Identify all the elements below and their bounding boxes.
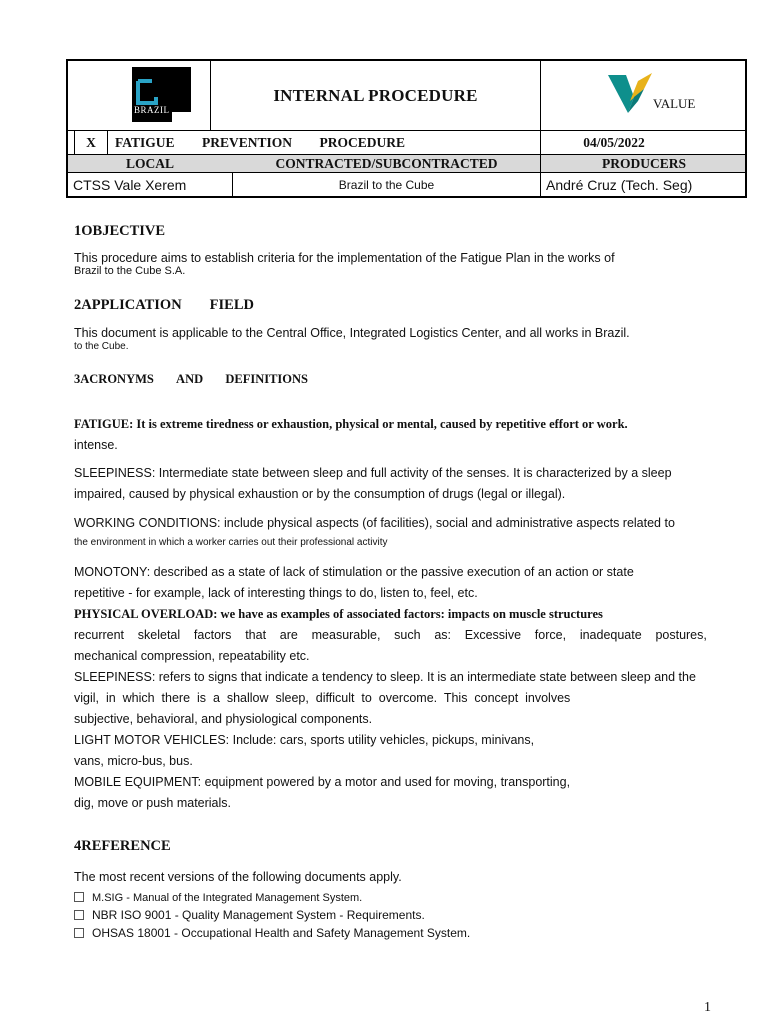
word: are	[279, 628, 298, 642]
definition-physical-overload	[74, 628, 707, 642]
definition-mobile-equipment: dig, move or push materials.	[74, 796, 232, 810]
page-number: 1	[704, 1000, 711, 1015]
section-title-acronyms	[74, 372, 308, 387]
section-title-word: 2APPLICATION	[74, 297, 182, 313]
procedure-mark: X	[86, 134, 96, 150]
definition-sleepiness-2: SLEEPINESS: refers to signs that indicate a tendency to sleep. It is an intermediate state between sleep and the	[74, 670, 696, 684]
definition-light-motor-vehicles: LIGHT MOTOR VEHICLES: Include: cars, sports utility vehicles, pickups, minivans,	[74, 733, 535, 747]
application-text: This document is applicable to the Central Office, Integrated Logistics Center, and all works in Brazil.	[74, 326, 630, 340]
producers-value: André Cruz (Tech. Seg)	[546, 177, 693, 193]
brazil-logo-text: BRAZIL	[134, 105, 170, 115]
word: postures,	[655, 628, 707, 642]
definition-working-conditions: WORKING CONDITIONS: include physical aspects (of facilities), social and administrative aspects related to	[74, 516, 675, 530]
definition-light-motor-vehicles: vans, micro-bus, bus.	[74, 754, 193, 768]
header-divider	[540, 61, 541, 198]
value-logo-icon	[608, 71, 656, 115]
checkbox-icon	[74, 928, 84, 938]
word: measurable,	[311, 628, 381, 642]
contracted-value: Brazil to the Cube	[338, 178, 435, 192]
definition-sleepiness: impaired, caused by physical exhaustion or by the consumption of drugs (legal or illegal).	[74, 487, 566, 501]
reference-item	[74, 892, 362, 904]
definition-fatigue: FATIGUE: It is extreme tiredness or exhaustion, physical or mental, caused by repetitive effort or work.	[74, 417, 628, 431]
document-title: INTERNAL PROCEDURE	[273, 85, 478, 105]
section-title-application	[74, 297, 254, 314]
word: that	[245, 628, 267, 642]
definition-sleepiness-2: subjective, behavioral, and physiological components.	[74, 712, 373, 726]
procedure-date: 04/05/2022	[583, 134, 645, 150]
word: inadequate	[579, 628, 642, 642]
reference-item	[74, 908, 425, 922]
reference-item	[74, 926, 470, 940]
definition-sleepiness-2: vigil, in which there is a shallow sleep, difficult to overcome. This concept involves	[74, 691, 571, 705]
reference-item-text: M.SIG - Manual of the Integrated Management System.	[92, 892, 363, 904]
word: factors	[193, 628, 232, 642]
objective-text: Brazil to the Cube S.A.	[74, 265, 186, 277]
reference-item-text: NBR ISO 9001 - Quality Management System - Requirements.	[92, 908, 425, 922]
checkbox-icon	[74, 910, 84, 920]
section-title-word: 3ACRONYMS	[74, 372, 154, 386]
definition-working-conditions: the environment in which a worker carries out their professional activity	[74, 537, 388, 548]
column-header-contracted: CONTRACTED/SUBCONTRACTED	[275, 155, 498, 171]
section-title-reference: 4REFERENCE	[74, 838, 171, 854]
word: Excessive	[464, 628, 522, 642]
section-title-objective: 1OBJECTIVE	[74, 223, 166, 239]
header-divider	[107, 130, 108, 155]
reference-item-text: OHSAS 18001 - Occupational Health and Safety Management System.	[92, 926, 471, 940]
word: recurrent	[74, 628, 125, 642]
definition-fatigue: intense.	[74, 438, 118, 452]
word: force,	[534, 628, 567, 642]
header-table	[66, 59, 747, 198]
definition-physical-overload: mechanical compression, repeatability etc.	[74, 649, 310, 663]
section-title-word: FIELD	[209, 297, 254, 313]
local-value: CTSS Vale Xerem	[73, 177, 187, 193]
definition-sleepiness: SLEEPINESS: Intermediate state between sleep and full activity of the senses. It is characterized by a sleep	[74, 466, 672, 480]
value-logo-text: VALUE	[653, 96, 696, 111]
procedure-word: PROCEDURE	[319, 134, 405, 150]
definition-physical-overload: PHYSICAL OVERLOAD: we have as examples of associated factors: impacts on muscle structures	[74, 607, 603, 621]
procedure-word: FATIGUE	[115, 134, 175, 150]
column-header-local: LOCAL	[125, 155, 174, 171]
reference-intro: The most recent versions of the following documents apply.	[74, 870, 402, 884]
checkbox-icon	[74, 892, 84, 902]
definition-mobile-equipment: MOBILE EQUIPMENT: equipment powered by a motor and used for moving, transporting,	[74, 775, 571, 789]
definition-monotony: repetitive - for example, lack of interesting things to do, listen to, feel, etc.	[74, 586, 478, 600]
section-title-word: AND	[176, 372, 204, 386]
section-title-word: DEFINITIONS	[225, 372, 308, 386]
procedure-name	[115, 131, 405, 154]
word: skeletal	[137, 628, 181, 642]
definition-monotony: MONOTONY: described as a state of lack of stimulation or the passive execution of an action or state	[74, 565, 634, 579]
objective-text: This procedure aims to establish criteria for the implementation of the Fatigue Plan in the works of	[74, 251, 615, 265]
word: such	[394, 628, 421, 642]
column-header-producers: PRODUCERS	[601, 155, 686, 171]
word: as:	[434, 628, 452, 642]
procedure-word: PREVENTION	[201, 134, 292, 150]
application-text: to the Cube.	[74, 341, 129, 352]
